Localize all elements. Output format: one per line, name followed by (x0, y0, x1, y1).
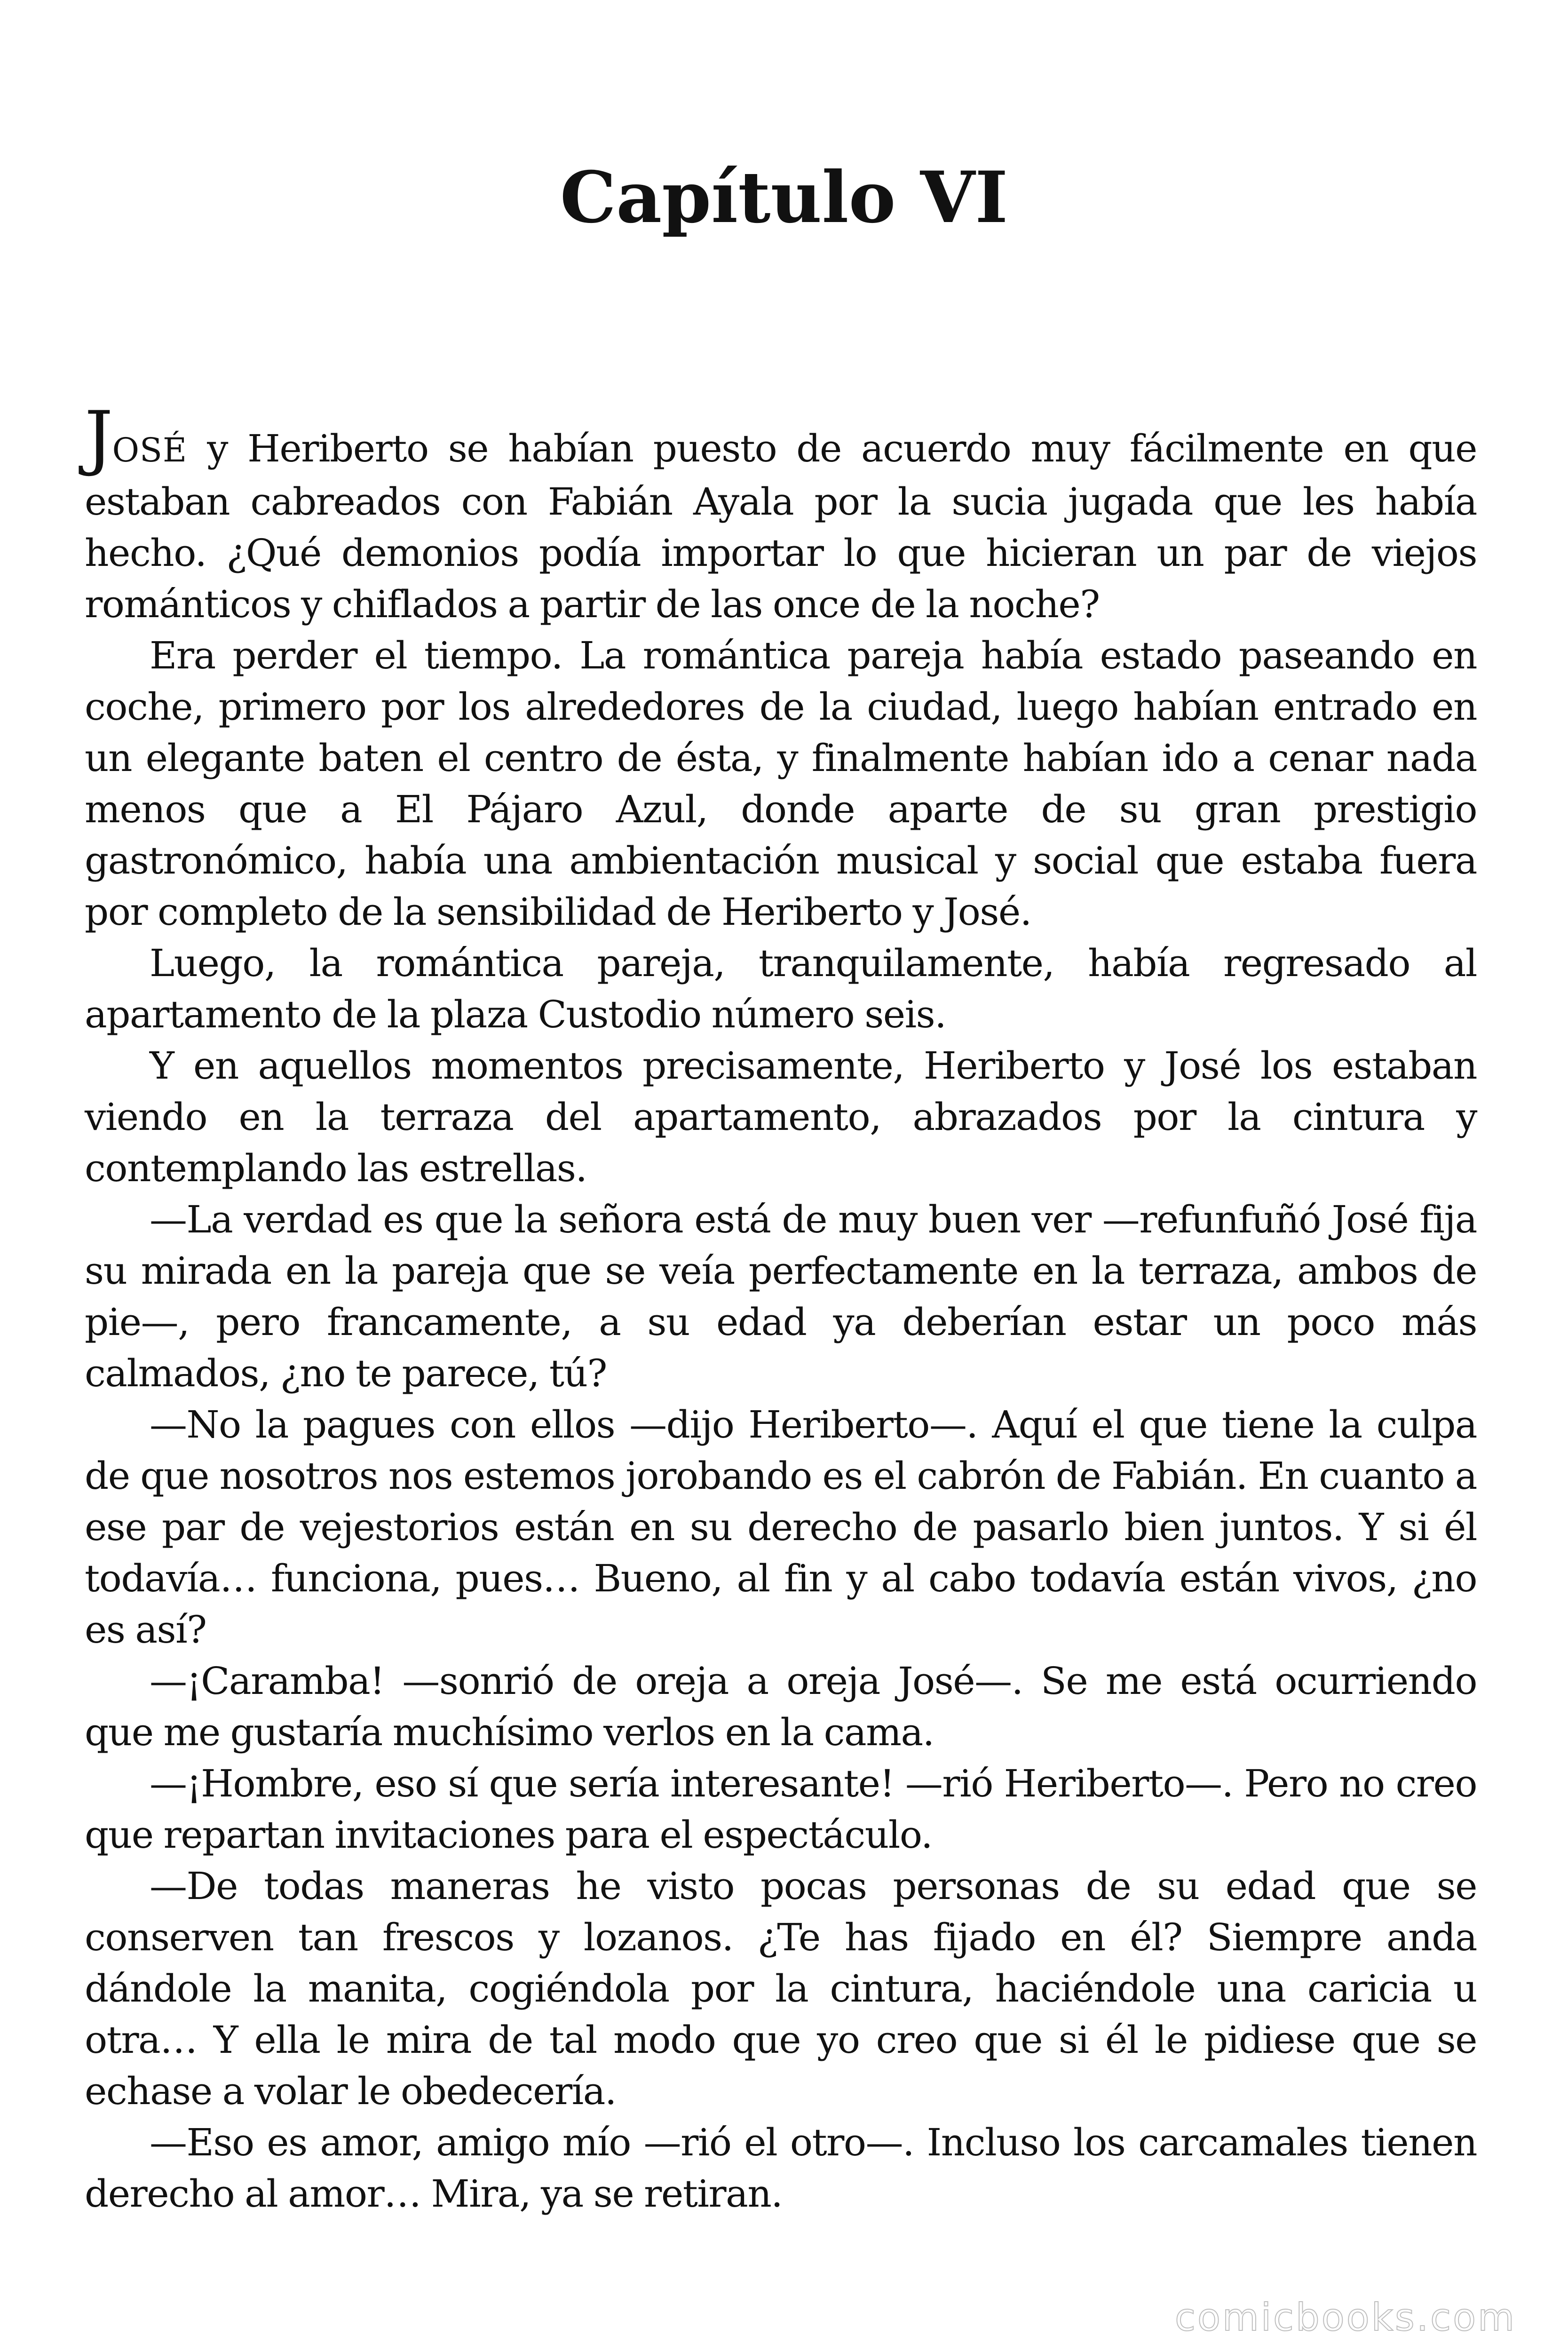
paragraph-1 (85, 397, 1477, 630)
drop-cap: J (85, 397, 112, 478)
chapter-title: Capítulo VI (560, 156, 1008, 239)
paragraph-4: Y en aquellos momentos precisamente, Heriberto y José los estaban viendo en la terraza del apartamento, abrazados por la cintura y contemplando las estrellas. (85, 1044, 1477, 1190)
paragraph-7: —¡Caramba! —sonrió de oreja a oreja José—. Se me está ocurriendo que me gustaría muchísimo verlos en la cama. (85, 1659, 1477, 1754)
paragraph-8: —¡Hombre, eso sí que sería interesante! —rió Heriberto—. Pero no creo que repartan invitaciones para el espectáculo. (85, 1762, 1477, 1857)
paragraph-text: y Heriberto se habían puesto de acuerdo muy fácilmente en que estaban cabreados con Fabián Ayala por la sucia jugada que les había hecho. ¿Qué demonios podía importar lo que hicieran un par de viejos románticos y chiflados a partir de las once de la noche? (85, 427, 1477, 626)
paragraph-6: —No la pagues con ellos —dijo Heriberto—. Aquí el que tiene la culpa de que nosotros nos estemos jorobando es el cabrón de Fabián. En cuanto a ese par de vejestorios están en su derecho de pasarlo bien juntos. Y si él todavía… funciona, pues… Bueno, al fin y al cabo todavía están vivos, ¿no es así? (85, 1403, 1477, 1652)
opening-small-caps: OSÉ (112, 431, 188, 469)
watermark: comicbooks.com (1174, 2296, 1516, 2339)
paragraph-2: Era perder el tiempo. La romántica pareja había estado paseando en coche, primero por los alrededores de la ciudad, luego habían entrado en un elegante baten el centro de ésta, y finalmente habían ido a cenar nada menos que a El Pájaro Azul, donde aparte de su gran prestigio gastronómico, había una ambientación musical y social que estaba fuera por completo de la sensibilidad de Heriberto y José. (85, 634, 1477, 934)
paragraph-10: —Eso es amor, amigo mío —rió el otro—. Incluso los carcamales tienen derecho al amor… Mira, ya se retiran. (85, 2121, 1477, 2216)
paragraph-5: —La verdad es que la señora está de muy buen ver —refunfuñó José fija su mirada en la pareja que se veía perfectamente en la terraza, ambos de pie—, pero francamente, a su edad ya deberían estar un poco más calmados, ¿no te parece, tú? (85, 1198, 1477, 1395)
paragraph-3: Luego, la romántica pareja, tranquilamente, había regresado al apartamento de la plaza Custodio número seis. (85, 941, 1477, 1036)
chapter-body (85, 397, 1477, 2219)
paragraph-9: —De todas maneras he visto pocas personas de su edad que se conserven tan frescos y lozanos. ¿Te has fijado en él? Siempre anda dándole la manita, cogiéndola por la cintura, haciéndole una caricia u otra… Y ella le mira de tal modo que yo creo que si él le pidiese que se echase a volar le obedecería. (85, 1864, 1477, 2113)
